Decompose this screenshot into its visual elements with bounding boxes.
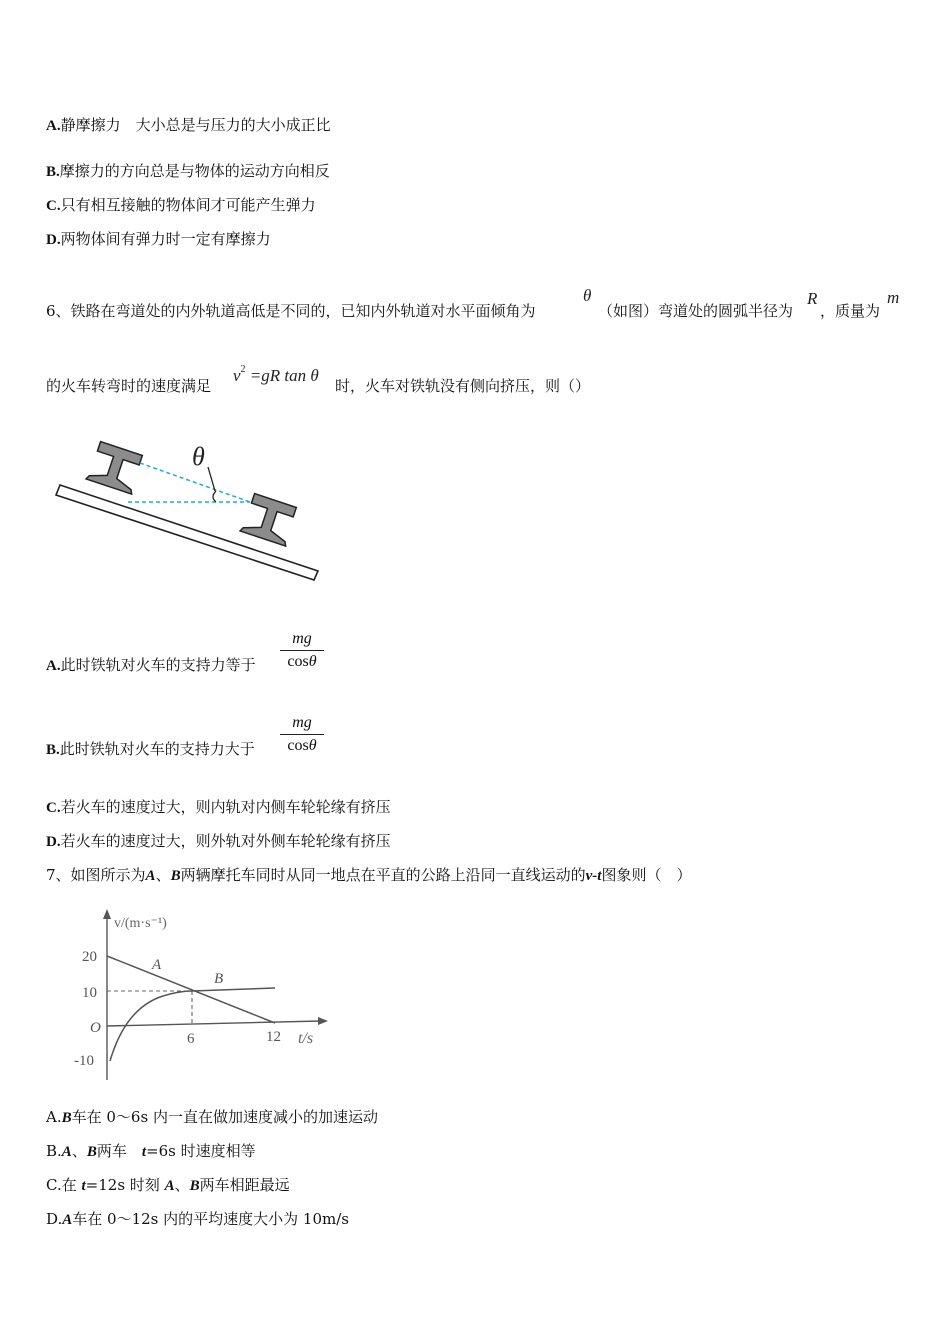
q7-option-a: A.B车在 0～6s 内一直在做加速度减小的加速运动: [46, 1108, 378, 1126]
q6-option-c: C.若火车的速度过大，则内轨对内侧车轮轮缘有挤压: [46, 798, 391, 816]
y-tick-origin: O: [90, 1020, 101, 1036]
x-axis: [107, 1021, 320, 1026]
figure-theta-label: θ: [192, 442, 205, 471]
y-axis-label: v/(m·s⁻¹): [114, 916, 167, 931]
q7-option-d: D.A车在 0～12s 内的平均速度大小为 10m/s: [46, 1210, 349, 1228]
q6-radius-symbol: R: [807, 289, 818, 308]
q6-stem-line1-c: ，质量为: [820, 302, 881, 320]
q5-option-a: A.静摩擦力 大小总是与压力的大小成正比: [46, 116, 331, 134]
q6-theta-symbol: θ: [583, 286, 592, 305]
x-tick-6: 6: [187, 1031, 195, 1047]
q7-option-b: B.A、B两车 t=6s 时速度相等: [46, 1142, 256, 1160]
q6-rail-figure: [50, 435, 330, 585]
angle-arc: [213, 491, 216, 502]
x-axis-label: t/s: [298, 1030, 314, 1047]
q7-stem: 7、如图所示为A、B两辆摩托车同时从同一地点在平直的公路上沿同一直线运动的v-t图象则（ ）: [46, 866, 692, 884]
y-tick-20: 20: [82, 949, 97, 965]
q6-speed-formula: $v^2 =gR$ tan θ: [233, 364, 319, 385]
q5-option-c: C.只有相互接触的物体间才可能产生弹力: [46, 196, 316, 214]
q6-option-b-fraction: $\frac{mg}{\cos\theta}$: [280, 714, 324, 755]
y-tick-10: 10: [82, 985, 97, 1001]
q6-mass-symbol: m: [887, 288, 900, 307]
q5-option-b: B.摩擦力的方向总是与物体的运动方向相反: [46, 162, 330, 180]
q6-option-a-fraction: $\frac{mg}{\cos\theta}$: [280, 630, 324, 671]
q7-vt-chart: [70, 905, 340, 1085]
q6-stem-line1: 6、铁路在弯道处的内外轨道高低是不同的，已知内外轨道对水平面倾角为: [46, 302, 536, 320]
q6-option-a: A.此时铁轨对火车的支持力等于: [46, 656, 256, 674]
series-b-label: B: [214, 971, 224, 987]
x-tick-12: 12: [266, 1029, 281, 1045]
x-axis-arrow: [318, 1017, 328, 1025]
q6-stem-line2: 的火车转弯时的速度满足: [46, 377, 212, 395]
q6-option-b: B.此时铁轨对火车的支持力大于: [46, 740, 255, 758]
q7-option-c: C.在 t=12s 时刻 A、B两车相距最远: [46, 1176, 290, 1194]
q6-stem-line1-b: （如图）弯道处的圆弧半径为: [598, 302, 794, 320]
q6-option-d: D.若火车的速度过大，则外轨对外侧车轮轮缘有挤压: [46, 832, 391, 850]
y-axis-arrow: [103, 909, 111, 919]
q5-option-d: D.两物体间有弹力时一定有摩擦力: [46, 230, 271, 248]
outer-rail: [86, 441, 144, 494]
series-a-label: A: [152, 957, 162, 973]
q6-stem-line2-b: 时，火车对铁轨没有侧向挤压，则（）: [335, 377, 591, 395]
rail-bed: [56, 485, 318, 580]
y-tick-neg10: -10: [74, 1053, 94, 1069]
